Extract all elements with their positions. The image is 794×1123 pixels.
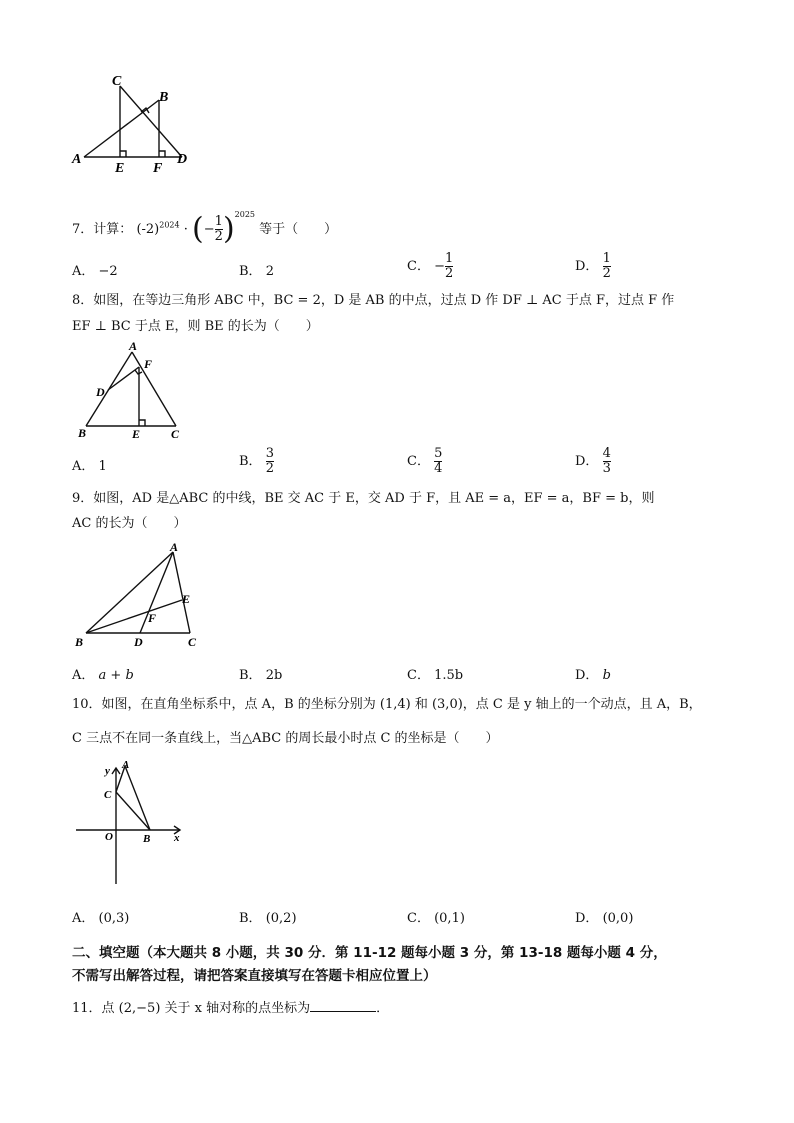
label-e: E (182, 592, 191, 606)
q8-option-c[interactable]: C． $\frac{5}{4}$ (407, 446, 443, 476)
label-c: C (171, 427, 180, 440)
label-e: E (132, 427, 141, 440)
figure-q10 (72, 758, 188, 886)
label-o: O (105, 831, 113, 843)
label-b: B (143, 833, 151, 845)
label-a: A (72, 152, 82, 167)
label-d: D (134, 635, 143, 649)
q7-base: (-2) (136, 222, 160, 237)
q11-answer-blank[interactable] (310, 997, 376, 1012)
question-7: 7．计算： $(-2)^{2024}$ · (− $\frac{1}{2}$ )$^{2025}$ 等于（ ） (72, 210, 338, 247)
label-y: y (105, 765, 110, 777)
q7-exponent-1: 2024 (159, 220, 180, 230)
q8-option-b[interactable]: B． $\frac{3}{2}$ (239, 446, 274, 476)
q9-line-2: AC 的长为（ ） (72, 516, 187, 531)
label-f: F (144, 357, 153, 371)
label-a: A (129, 340, 138, 353)
q7-option-b[interactable]: B． 2 (239, 264, 274, 279)
q10-option-b[interactable]: B． (0,2) (239, 911, 297, 926)
label-x: x (174, 832, 180, 844)
q7-number: 7． (72, 222, 94, 237)
q10-option-a[interactable]: A． (0,3) (72, 911, 130, 926)
q7-option-a[interactable]: A． −2 (72, 264, 118, 279)
label-c: C (112, 74, 122, 89)
q7-fraction: $\frac{1}{2}$ (214, 214, 223, 244)
label-c: C (104, 789, 112, 801)
label-d: D (177, 152, 188, 167)
q10-line-1: 10．如图，在直角坐标系中，点 A，B 的坐标分别为 (1,4) 和 (3,0)，点 C 是 y 轴上的一个动点，且 A，B， (72, 697, 702, 712)
figure-q9 (72, 540, 202, 652)
q7-neg: − (203, 222, 215, 237)
q7-prefix: 计算： (93, 222, 133, 237)
q9-option-a[interactable]: A． a + b (72, 668, 134, 683)
q8-option-d[interactable]: D． $\frac{4}{3}$ (575, 446, 611, 476)
section-2-heading-line-1: 二、填空题（本大题共 8 小题，共 30 分．第 11-12 题每小题 3 分，第 13-18 题每小题 4 分， (72, 945, 667, 961)
figure-q6 (70, 72, 200, 174)
q9-option-d[interactable]: D． b (575, 668, 611, 683)
label-f: F (153, 161, 163, 174)
q8-line-2: EF ⊥ BC 于点 E，则 BE 的长为（ ） (72, 319, 319, 334)
label-c: C (188, 635, 197, 649)
q10-line-2: C 三点不在同一条直线上，当△ABC 的周长最小时点 C 的坐标是（ ） (72, 731, 499, 746)
q9-option-b[interactable]: B． 2b (239, 668, 283, 683)
label-b: B (159, 90, 169, 105)
label-b: B (75, 635, 84, 649)
q8-option-a[interactable]: A． 1 (72, 459, 107, 474)
label-a: A (122, 759, 130, 771)
q7-suffix: 等于（ ） (259, 222, 338, 237)
q10-option-c[interactable]: C． (0,1) (407, 911, 465, 926)
q7-option-d[interactable]: D． $\frac{1}{2}$ (575, 251, 611, 281)
label-f: F (148, 611, 157, 625)
q11-suffix: ． (376, 1001, 390, 1016)
figure-q8 (72, 340, 192, 440)
q9-line-1: 9．如图，AD 是△ABC 的中线，BE 交 AC 于 E，交 AD 于 F，且 AE = a，EF = a，BF = b，则 (72, 491, 655, 506)
question-11 (72, 997, 389, 1021)
q9-option-c[interactable]: C． 1.5b (407, 668, 464, 683)
q7-dot: · (183, 222, 188, 237)
q7-exponent-2: 2025 (234, 210, 256, 219)
label-b: B (78, 426, 87, 440)
label-d: D (96, 385, 105, 399)
label-a: A (170, 540, 179, 554)
q7-option-c[interactable]: C． − $\frac{1}{2}$ (407, 251, 454, 281)
q10-option-d[interactable]: D． (0,0) (575, 911, 634, 926)
q11-text: 11．点 (2,−5) 关于 x 轴对称的点坐标为 (72, 1001, 311, 1016)
q8-line-1: 8．如图，在等边三角形 ABC 中，BC = 2，D 是 AB 的中点，过点 D 作 DF ⊥ AC 于点 F，过点 F 作 (72, 293, 675, 308)
label-e: E (115, 161, 125, 174)
section-2-heading-line-2: 不需写出解答过程，请把答案直接填写在答题卡相应位置上） (72, 968, 437, 984)
